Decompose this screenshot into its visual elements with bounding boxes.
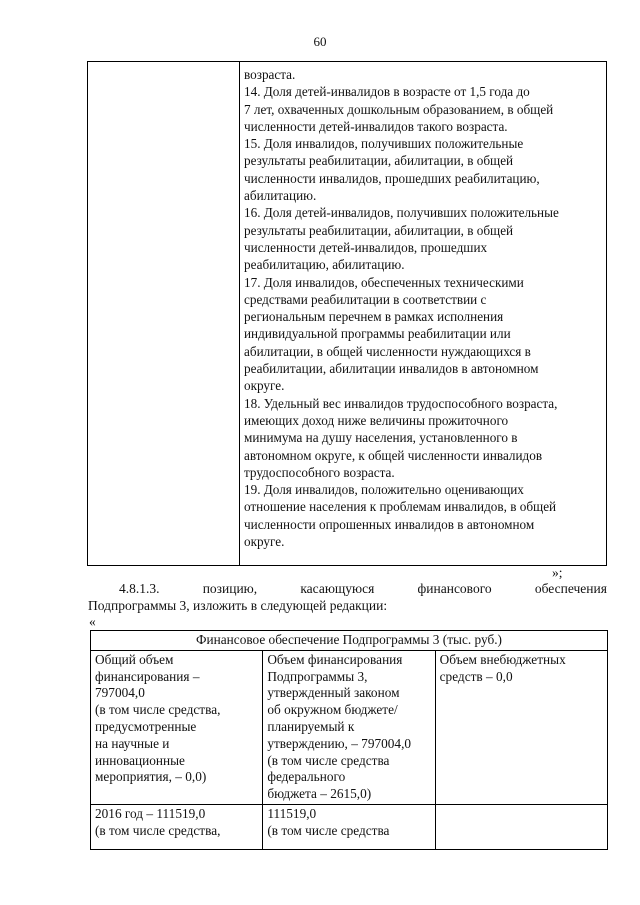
cell-line: 111519,0 xyxy=(267,805,317,821)
clause-word: касающуюся xyxy=(300,581,375,596)
finance-table xyxy=(90,630,608,850)
cell-line: мероприятия, – 0,0) xyxy=(95,769,207,785)
cell-line: (в том числе средства xyxy=(267,752,390,768)
indicator-line: численности инвалидов, прошедших реабилитацию, xyxy=(244,170,540,186)
indicator-line: абилитацию. xyxy=(244,188,317,204)
indicator-line: численности опрошенных инвалидов в автономном xyxy=(244,516,535,532)
indicator-line: реабилитацию, абилитацию. xyxy=(244,257,405,273)
opening-quote-mark: « xyxy=(89,614,96,629)
indicator-line: 14. Доля детей-инвалидов в возрасте от 1,5 года до xyxy=(244,84,530,100)
cell-line: Подпрограммы 3, xyxy=(267,668,368,684)
indicators-table-left-cell xyxy=(88,62,240,566)
cell-line: об окружном бюджете/ xyxy=(267,702,398,718)
cell-line: финансирования – xyxy=(95,668,200,684)
indicator-line: реабилитации, абилитации инвалидов в автономном xyxy=(244,361,539,377)
extrabudgetary-volume-cell xyxy=(435,650,607,804)
cell-line: (в том числе средства xyxy=(267,822,390,838)
indicator-line: округе. xyxy=(244,378,285,394)
clause-word: позицию, xyxy=(202,581,258,596)
indicator-line: результаты реабилитации, абилитации, в общей xyxy=(244,153,514,169)
cell-line: планируемый к xyxy=(267,718,355,734)
indicators-table xyxy=(87,61,607,566)
indicator-line: отношение населения к проблемам инвалидов, в общей xyxy=(244,499,557,515)
indicator-line: трудоспособного возраста. xyxy=(244,464,395,480)
cell-line: утвержденный законом xyxy=(267,685,400,701)
cell-line: 797004,0 xyxy=(95,685,145,701)
indicator-line: результаты реабилитации, абилитации, в общей xyxy=(244,222,514,238)
indicator-line: индивидуальной программы реабилитации или xyxy=(244,326,511,342)
indicator-line: 18. Удельный вес инвалидов трудоспособного возраста, xyxy=(244,395,558,411)
cell-line: предусмотренные xyxy=(95,718,197,734)
indicator-line: 7 лет, охваченных дошкольным образованием, в общей xyxy=(244,101,554,117)
clause-word: обеспечения xyxy=(534,581,607,596)
cell-line: (в том числе средства, xyxy=(95,822,221,838)
cell-line: (в том числе средства, xyxy=(95,702,221,718)
subprogram-volume-cell xyxy=(263,650,435,804)
year-2016-extrabudgetary-cell xyxy=(435,804,607,849)
year-2016-total-cell xyxy=(91,804,263,849)
year-2016-subprogram-cell xyxy=(263,804,435,849)
indicator-line: автономном округе, к общей численности инвалидов xyxy=(244,447,543,463)
cell-line: Объем внебюджетных xyxy=(439,651,566,667)
clause-heading-line xyxy=(88,580,607,597)
indicator-line: численности детей-инвалидов, прошедших xyxy=(244,239,488,255)
page-number: 60 xyxy=(313,34,327,49)
indicator-line: абилитации, в общей численности нуждающихся в xyxy=(244,343,531,359)
cell-line: бюджета – 2615,0) xyxy=(267,786,372,802)
indicator-line: имеющих доход ниже величины прожиточного xyxy=(244,412,509,428)
clause-number: 4.8.1.3. xyxy=(119,581,160,596)
clause-continuation: Подпрограммы 3, изложить в следующей редакции: xyxy=(88,598,388,613)
cell-line: инновационные xyxy=(95,752,185,768)
closing-quote-mark: »; xyxy=(552,565,563,580)
indicator-line: 19. Доля инвалидов, положительно оценивающих xyxy=(244,482,524,498)
cell-line: Общий объем xyxy=(95,651,174,667)
cell-line: федерального xyxy=(267,769,346,785)
indicator-line: округе. xyxy=(244,534,285,550)
indicator-line: 17. Доля инвалидов, обеспеченных техническими xyxy=(244,274,524,290)
cell-line: средств – 0,0 xyxy=(439,668,513,684)
indicator-line: 16. Доля детей-инвалидов, получивших положительные xyxy=(244,205,559,221)
indicator-list xyxy=(240,62,606,550)
indicator-line: средствами реабилитации в соответствии с xyxy=(244,291,487,307)
indicator-line: возраста. xyxy=(244,67,296,82)
indicator-line: численности детей-инвалидов такого возраста. xyxy=(244,118,508,134)
total-volume-cell xyxy=(91,650,263,804)
indicator-line: региональным перечнем в рамках исполнения xyxy=(244,309,504,325)
cell-line: 2016 год – 111519,0 xyxy=(95,805,206,821)
cell-line: Объем финансирования xyxy=(267,651,403,667)
finance-table-caption: Финансовое обеспечение Подпрограммы 3 (тыс. руб.) xyxy=(91,631,608,651)
cell-line: на научные и xyxy=(95,735,170,751)
clause-word: финансового xyxy=(417,581,492,596)
indicators-table-right-cell xyxy=(240,62,607,566)
cell-line: утверждению, – 797004,0 xyxy=(267,735,412,751)
indicator-line: минимума на душу населения, установленного в xyxy=(244,430,518,446)
indicator-line: 15. Доля инвалидов, получивших положительные xyxy=(244,136,524,152)
